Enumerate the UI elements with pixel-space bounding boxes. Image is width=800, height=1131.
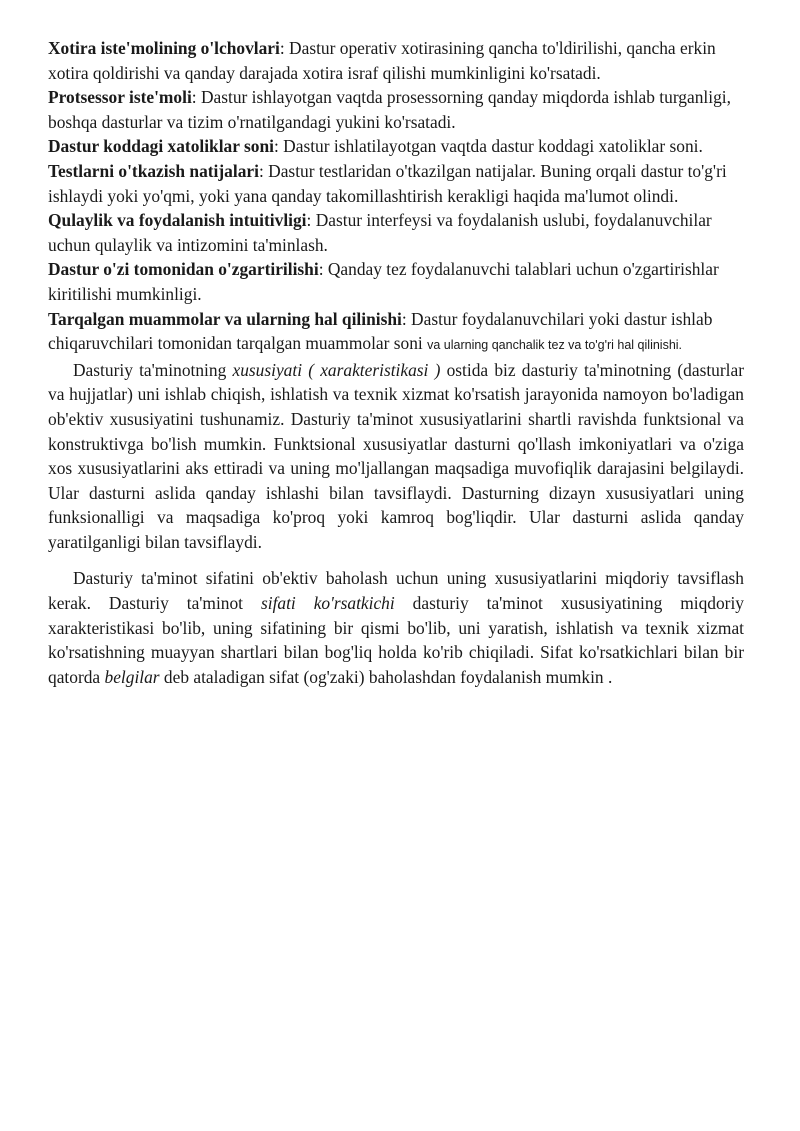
term-title: Tarqalgan muammolar va ularning hal qilinishi	[48, 308, 402, 329]
paragraph-text: Dasturiy ta'minot sifatini ob'ektiv baholash uchun uning xususiyatlarini miqdoriy tavsiflash kerak. Dasturiy ta'minot	[48, 568, 744, 614]
term-title: Xotira iste'molining o'lchovlari	[48, 38, 280, 58]
emphasis-term: sifati ko'rsatkichi	[260, 593, 395, 614]
paragraph-text: deb ataladigan sifat (og'zaki) baholashdan foydalanish mumkin .	[159, 666, 613, 687]
document-page	[48, 36, 744, 689]
term-title: Qulaylik va foydalanish intuitivligi	[48, 210, 307, 231]
term-description: : Dastur foydalanuvchilari yoki dastur ishlab chiqaruvchilari tomonidan tarqalgan muammolar soni	[48, 308, 713, 354]
term-item-processor	[48, 85, 744, 134]
paragraph-properties	[48, 358, 744, 555]
term-title: Testlarni o'tkazish natijalari	[48, 160, 259, 181]
term-item-usability	[48, 208, 744, 257]
paragraph-text: ostida biz dasturiy ta'minotning (dasturlar va hujjatlar) uni ishlab chiqish, ishlatish va texnik xizmat ko'rsatish jarayonida namoyon bo'ladigan ob'ektiv xususiyatini tushunamiz. Dasturiy ta'minot xususiyatlarini shartli ravishda funktsional va konstruktivga bo'lish mumkin. Funktsional xususiyatlar dasturni qo'llash imkoniyatlari va o'ziga xos xususiyatlarini aks ettiradi va uning mo'ljallangan maqsadiga muvofiqlik darajasini belgilaydi. Ular dasturni aslida qanday ishlashi bilan tavsiflaydi. Dasturning dizayn xususiyatlari uning funksionalligi va maqsadiga ko'proq yoki kamroq bog'liqdir. Ular dasturni aslida qanday yaratilganligi bilan tavsiflaydi.	[48, 359, 744, 552]
term-list	[48, 36, 744, 358]
emphasis-term: xususiyati ( xarakteristikasi )	[232, 359, 441, 380]
term-item-memory	[48, 36, 744, 85]
term-item-code-errors	[48, 134, 744, 159]
emphasis-term: belgilar	[104, 666, 160, 687]
paragraph-quality	[48, 566, 744, 689]
term-description: : Dastur ishlatilayotgan vaqtda dastur koddagi xatoliklar soni.	[273, 136, 703, 157]
term-description: : Qanday tez foydalanuvchi talablari uchun o'zgartirishlar kiritilishi mumkinligi.	[48, 259, 719, 304]
term-title: Dastur koddagi xatoliklar soni	[48, 136, 274, 157]
term-title: Dastur o'zi tomonidan o'zgartirilishi	[48, 259, 319, 280]
term-item-test-results	[48, 159, 744, 208]
term-item-issues	[48, 307, 744, 358]
term-description-small: va ularning qanchalik tez va to'g'ri hal qilinishi.	[427, 338, 683, 353]
term-description: : Dastur operativ xotirasining qancha to'ldirilishi, qancha erkin xotira qoldirishi va qanday darajada xotira israf qilishi mumkinligini ko'rsatadi.	[48, 38, 716, 83]
term-description: : Dastur ishlayotgan vaqtda prosessorning qanday miqdorda ishlab turganligi, boshqa dasturlar va tizim o'rnatilgandagi yukini ko'rsatadi.	[48, 87, 731, 132]
term-description: : Dastur testlaridan o'tkazilgan natijalar. Buning orqali dastur to'g'ri ishlaydi yoki yo'qmi, yoki yana qanday takomillashtirish kerakligi haqida ma'lumot olindi.	[48, 160, 727, 206]
term-description: : Dastur interfeysi va foydalanish uslubi, foydalanuvchilar uchun qulaylik va intizomini ta'minlash.	[48, 210, 712, 255]
paragraph-text: dasturiy ta'minot xususiyatining miqdoriy xarakteristikasi bo'lib, uning sifatining bir qismi bo'lib, uni yaratish, ishlatish va texnik xizmat ko'rsatishning muayyan shartlari bilan bog'liq holda ko'rib chiqiladi. Sifat ko'rsatkichlari bilan bir qatorda	[48, 593, 744, 687]
term-title: Protsessor iste'moli	[48, 87, 192, 108]
term-item-modification	[48, 257, 744, 306]
paragraph-gap	[48, 554, 744, 566]
paragraph-text: Dasturiy ta'minotning	[73, 359, 233, 380]
